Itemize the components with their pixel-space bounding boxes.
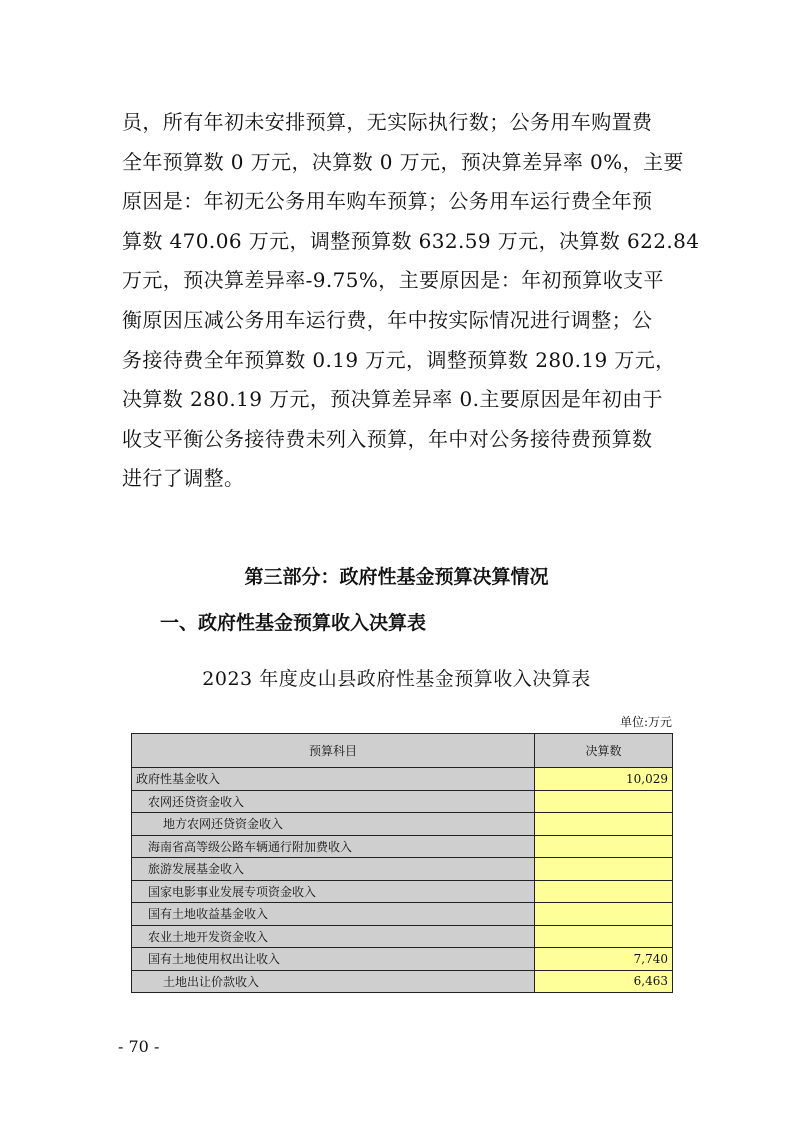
row-name: 海南省高等级公路车辆通行附加费收入 xyxy=(132,835,535,858)
page-number: - 70 - xyxy=(118,1037,160,1056)
table-row xyxy=(132,880,673,903)
header-final-amount: 决算数 xyxy=(535,734,673,768)
table-row xyxy=(132,948,673,971)
sub-title: 一、政府性基金预算收入决算表 xyxy=(160,612,427,634)
row-name: 旅游发展基金收入 xyxy=(132,858,535,881)
row-name: 土地出让价款收入 xyxy=(132,970,535,993)
table-row xyxy=(132,768,673,791)
table-row xyxy=(132,925,673,948)
paragraph-line: 进行了调整。 xyxy=(122,466,245,491)
paragraph-line: 决算数 280.19 万元，预决算差异率 0.主要原因是年初由于 xyxy=(122,387,663,412)
paragraph-line: 衡原因压减公务用车运行费，年中按实际情况进行调整；公 xyxy=(122,307,653,332)
row-name: 国有土地使用权出让收入 xyxy=(132,948,535,971)
table-row xyxy=(132,858,673,881)
row-value: 10,029 xyxy=(535,768,673,791)
row-name: 国家电影事业发展专项资金收入 xyxy=(132,880,535,903)
table-row xyxy=(132,835,673,858)
paragraph-line: 万元，预决算差异率-9.75%，主要原因是：年初预算收支平 xyxy=(122,268,664,293)
row-name: 政府性基金收入 xyxy=(132,768,535,791)
table-row xyxy=(132,903,673,926)
paragraph-line: 务接待费全年预算数 0.19 万元，调整预算数 280.19 万元， xyxy=(122,347,676,372)
paragraph-line: 收支平衡公务接待费未列入预算，年中对公务接待费预算数 xyxy=(122,426,653,451)
fund-revenue-table xyxy=(131,733,673,993)
unit-label: 单位:万元 xyxy=(619,715,672,729)
table-row xyxy=(132,790,673,813)
row-name: 地方农网还贷资金收入 xyxy=(132,813,535,836)
body-paragraph xyxy=(122,103,700,499)
row-value xyxy=(535,903,673,926)
row-value xyxy=(535,858,673,881)
row-value xyxy=(535,880,673,903)
paragraph-line: 算数 470.06 万元，调整预算数 632.59 万元，决算数 622.84 xyxy=(122,228,700,253)
row-value xyxy=(535,813,673,836)
table-row xyxy=(132,970,673,993)
row-name: 农网还贷资金收入 xyxy=(132,790,535,813)
table-row xyxy=(132,813,673,836)
row-value: 6,463 xyxy=(535,970,673,993)
row-name: 国有土地收益基金收入 xyxy=(132,903,535,926)
row-value xyxy=(535,925,673,948)
paragraph-line: 员，所有年初未安排预算，无实际执行数；公务用车购置费 xyxy=(122,110,653,134)
row-value xyxy=(535,790,673,813)
table-header-row xyxy=(132,734,673,768)
row-value: 7,740 xyxy=(535,948,673,971)
header-budget-item: 预算科目 xyxy=(132,734,535,768)
row-value xyxy=(535,835,673,858)
paragraph-line: 全年预算数 0 万元，决算数 0 万元，预决算差异率 0%，主要 xyxy=(122,149,684,174)
section-title: 第三部分：政府性基金预算决算情况 xyxy=(244,566,549,588)
paragraph-line: 原因是：年初无公务用车购车预算；公务用车运行费全年预 xyxy=(122,189,653,214)
row-name: 农业土地开发资金收入 xyxy=(132,925,535,948)
table-title: 2023 年度皮山县政府性基金预算收入决算表 xyxy=(202,668,591,690)
